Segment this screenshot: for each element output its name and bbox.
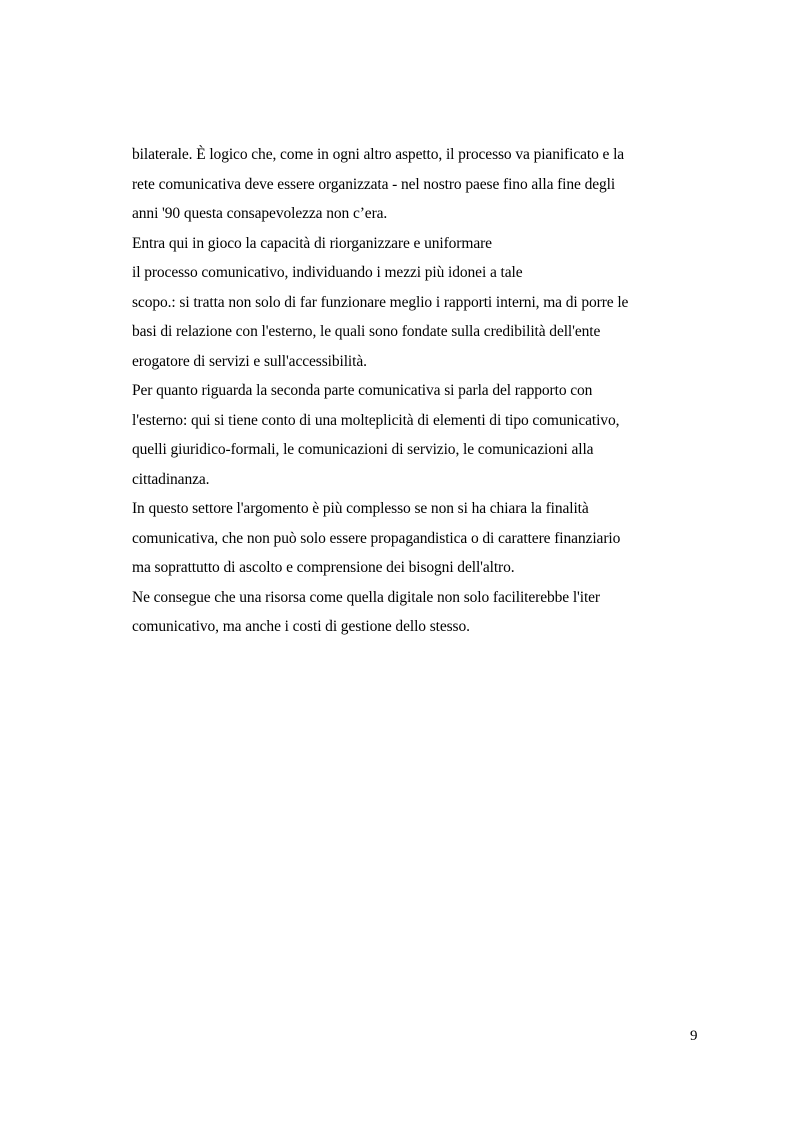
text-line: il processo comunicativo, individuando i mezzi più idonei a tale bbox=[132, 264, 523, 281]
text-line: cittadinanza. bbox=[132, 470, 210, 488]
text-line: Ne consegue che una risorsa come quella digitale non solo faciliterebbe l'iter bbox=[132, 588, 600, 606]
text-line: l'esterno: qui si tiene conto di una molteplicità di elementi di tipo comunicativo, bbox=[132, 411, 620, 429]
text-line: scopo.: si tratta non solo di far funzionare meglio i rapporti interni, ma di porre le bbox=[132, 293, 629, 311]
text-line: Per quanto riguarda la seconda parte comunicativa si parla del rapporto con bbox=[132, 382, 593, 399]
text-line: bilaterale. È logico che, come in ogni altro aspetto, il processo va pianificato e la bbox=[132, 146, 625, 163]
text-line: anni '90 questa consapevolezza non c’era. bbox=[132, 205, 388, 222]
body-text bbox=[132, 140, 707, 642]
text-line: erogatore di servizi e sull'accessibilità. bbox=[132, 352, 367, 370]
page-number: 9 bbox=[690, 1028, 698, 1044]
text-line: Entra qui in gioco la capacità di riorganizzare e uniformare bbox=[132, 234, 492, 252]
text-line: In questo settore l'argomento è più complesso se non si ha chiara la finalità bbox=[132, 500, 589, 517]
text-line: comunicativo, ma anche i costi di gestione dello stesso. bbox=[132, 618, 470, 635]
text-line: comunicativa, che non può solo essere propagandistica o di carattere finanziario bbox=[132, 529, 621, 547]
text-line: basi di relazione con l'esterno, le quali sono fondate sulla credibilità dell'ente bbox=[132, 323, 601, 340]
text-line: rete comunicativa deve essere organizzata - nel nostro paese fino alla fine degli bbox=[132, 175, 616, 193]
text-line: quelli giuridico-formali, le comunicazioni di servizio, le comunicazioni alla bbox=[132, 441, 594, 458]
text-line: ma soprattutto di ascolto e comprensione dei bisogni dell'altro. bbox=[132, 559, 515, 576]
